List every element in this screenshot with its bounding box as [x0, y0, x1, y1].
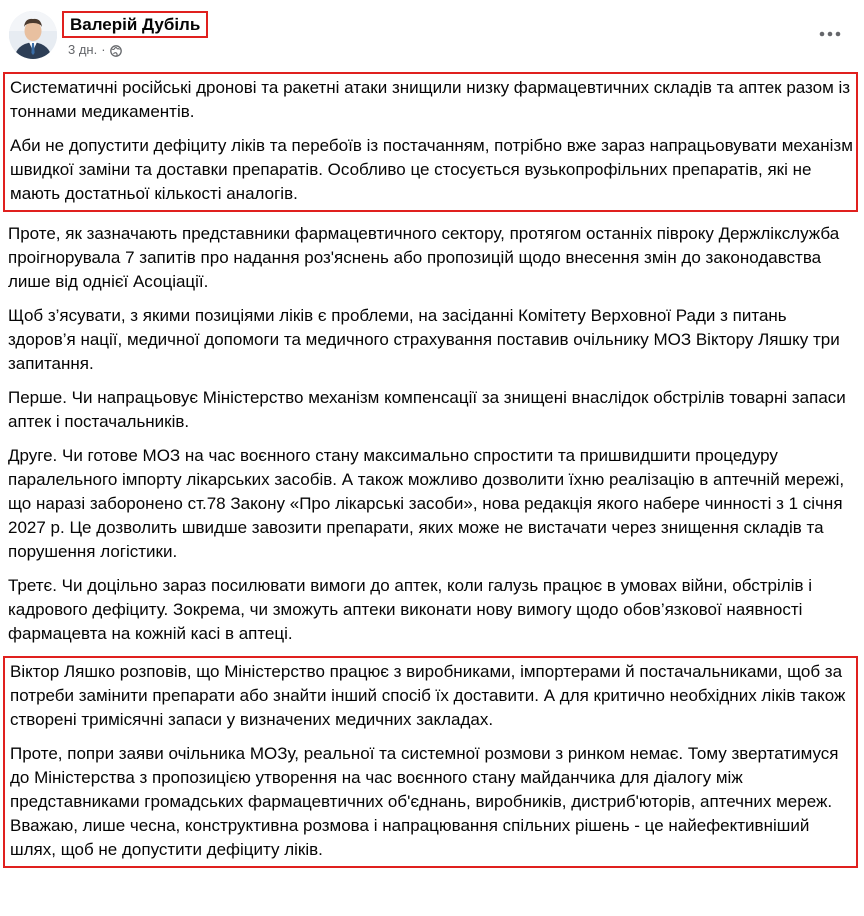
post-paragraph-5: Перше. Чи напрацьовує Міністерство механізм компенсації за знищені внаслідок обстрілів товарні запаси аптек і постачальників.	[8, 388, 846, 431]
globe-icon[interactable]	[110, 44, 122, 56]
post-paragraph-9: Проте, попри заяви очільника МОЗу, реальної та системної розмови з ринком немає. Тому звертатимуся до Міністерства з пропозицією утворення на час воєнного стану майданчика для діалогу між представниками громадських фармацевтичних об'єднань, виробників, дистриб'юторів, аптечних мереж. Вважаю, лише чесна, конструктивна розмова і напрацювання спільних рішень - це найефективніший шлях, щоб не допустити дефіциту ліків.	[10, 744, 839, 859]
author-avatar[interactable]	[9, 11, 57, 59]
post-paragraph-2: Аби не допустити дефіциту ліків та перебоїв із постачанням, потрібно вже зараз напрацьовувати механізм швидкої заміни та доставки препаратів. Особливо це стосується вузькопрофільних препаратів, які не мають достатньої кількості аналогів.	[10, 136, 853, 203]
post-paragraph-4: Щоб з’ясувати, з якими позиціями ліків є проблеми, на засіданні Комітету Верховної Ради з питань здоров’я нації, медичної допомоги та медичного страхування поставив очільнику МОЗ Віктору Ляшку три запитання.	[8, 306, 840, 373]
post-paragraph-3: Проте, як зазначають представники фармацевтичного сектору, протягом останніх півроку Держлікслужба проігнорувала 7 запитів про надання роз'яснень або пропозицій щодо внесення змін до законодавства лише від однієї Асоціації.	[8, 224, 840, 291]
avatar-portrait-icon	[9, 11, 57, 59]
post-timestamp[interactable]: 3 дн.	[68, 42, 98, 57]
post-header	[0, 0, 864, 70]
meta-separator: ·	[101, 42, 106, 57]
post-paragraph-8: Віктор Ляшко розповів, що Міністерство працює з виробниками, імпортерами й постачальниками, щоб за потреби замінити препарати або знайти інший спосіб їх доставити. А для критично необхідних ліків також створені тримісячні запаси у визначених медичних закладах.	[10, 662, 846, 729]
highlighted-block-bottom	[3, 656, 858, 868]
post-meta	[68, 41, 122, 59]
author-name[interactable]: Валерій Дубіль	[62, 11, 208, 38]
post-paragraph-6: Друге. Чи готове МОЗ на час воєнного стану максимально спростити та пришвидшити процедуру паралельного імпорту лікарських засобів. А також можливо дозволити їхню реалізацію в аптечній мережі, що наразі заборонено ст.78 Закону «Про лікарські засоби», нова редакція якого набере чинності з 1 січня 2027 р. Це дозволить швидше завозити препарати, яких може не вистачати через знищення складів та порушення логістики.	[8, 446, 845, 561]
post-paragraph-1: Систематичні російські дронові та ракетні атаки знищили низку фармацевтичних складів та аптек разом із тоннами медикаментів.	[10, 78, 851, 121]
highlighted-block-top	[3, 72, 858, 212]
post-body	[0, 72, 864, 868]
post-paragraph-7: Третє. Чи доцільно зараз посилювати вимоги до аптек, коли галузь працює в умовах війни, обстрілів і кадрового дефіциту. Зокрема, чи зможуть аптеки виконати нову вимогу щодо обов’язкової наявності фармацевта на кожній касі в аптеці.	[8, 576, 813, 643]
more-options-icon[interactable]	[812, 20, 848, 48]
